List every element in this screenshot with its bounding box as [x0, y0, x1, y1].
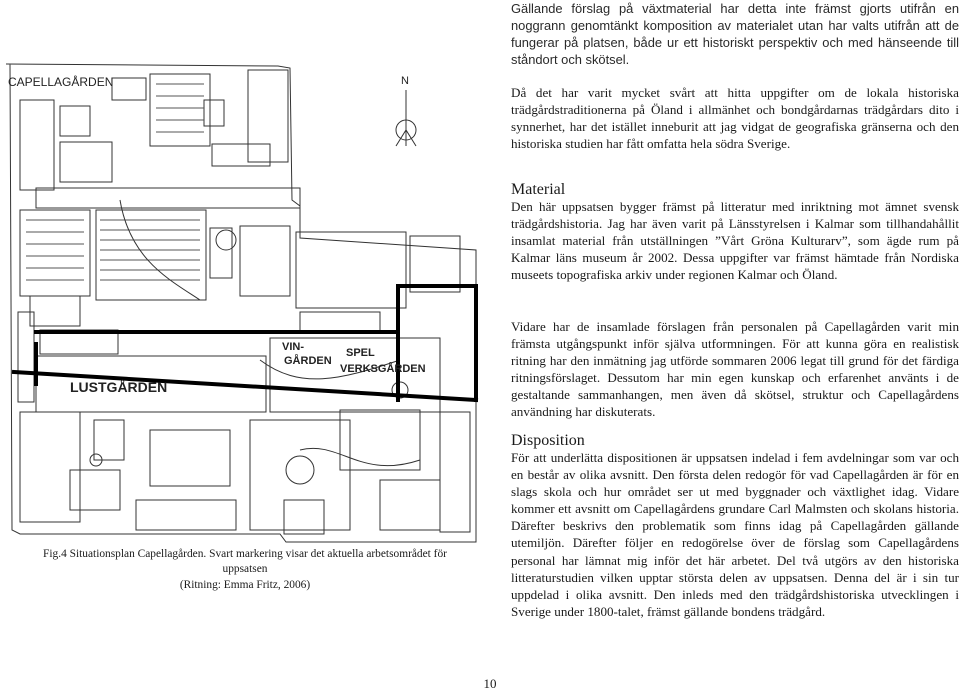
- disposition-heading: Disposition: [511, 432, 585, 449]
- spelverksgarden-label-2: VERKSGÅRDEN: [340, 363, 426, 375]
- intro-paragraph: Gällande förslag på växtmaterial har detta inte främst gjorts utifrån en noggrann genomtänkt komposition av materialet utan har valts utifrån att de fungerar på platsen, både ur ett historiskt perspektiv och med hänseende till ståndort och skötsel.: [511, 1, 959, 68]
- compass-north-label: N: [401, 75, 409, 87]
- vingarden-label-2: GÅRDEN: [284, 355, 332, 367]
- page-number: 10: [483, 676, 497, 691]
- material-paragraph: Den här uppsatsen bygger främst på litteratur med inriktning mot ämnet svensk trädgårdshistoria. Jag har även varit på Länsstyrelsen i Kalmar som tillhandahållit insamlat material från utställningen ”Vårt Gröna Kulturarv”, som ägde rum på Kalmar läns museum år 2002. Dessa uppgifter var främst hämtade från Nordiska museets topografiska arkiv under regionen Kalmar och Öland.: [511, 199, 959, 283]
- disposition-paragraph: För att underlätta dispositionen är uppsatsen indelad i fem avdelningar som var och en består av olika avsnitt. Den första delen redogör för vad Capellagården är för en slags skola och hur området ser ut med byggnader och växtlighet idag. Vidare kommer ett avsnitt om Capellagårdens grundare Carl Malmsten och skolans historia. Därefter beskrivs den problematik som finns idag på Capellagården gällande utemiljön. Därefter följer en redogörelse över de förslag som Capellagårdens personal har lämnat mig inför det här arbetet. Del två utgörs av den historiska litteraturstudien vilken upptar största delen av uppsatsen. Denna del är i sin tur uppdelad i olika avsnitt. Den inleds med den trädgårdshistoriska utvecklingen i Sverige under 1800-talet, främst gällande bondens trädgård.: [511, 450, 959, 619]
- lustgarden-label: LUSTGÅRDEN: [70, 379, 168, 395]
- vingarden-label-1: VIN-: [282, 341, 304, 353]
- paragraph-sources-difficulty: Då det har varit mycket svårt att hitta uppgifter om de lokala historiska trädgårdstraditionerna på Öland i allmänhet och bondgårdarnas trädgårdars dito i synnerhet, har det istället inneburit att jag vidgat de geografiska gränserna och den historiska studien har fått omfatta hela södra Sverige.: [511, 85, 959, 152]
- paragraph-proposals: Vidare har de insamlade förslagen från personalen på Capellagården varit min främsta utgångspunkt inför själva utformningen. För att kunna göra en realistisk ritning har den inmätning jag utförde sommaren 2006 legat till grund för det färdiga ritningsförslaget. Dessutom har min egen kunskap och erfarenhet använts i de gestaltande sammanhangen, men även då skötsel, struktur och Capellagårdens användning har diskuterats.: [511, 319, 959, 420]
- figure-caption-line-2: uppsatsen: [222, 563, 268, 575]
- spelverksgarden-label-1: SPEL: [346, 347, 375, 359]
- map-title-label: CAPELLAGÅRDEN: [8, 75, 114, 89]
- material-heading: Material: [511, 181, 566, 198]
- site-plan-drawing: [0, 60, 486, 545]
- figure-caption-line-1: Fig.4 Situationsplan Capellagården. Svart markering visar det aktuella arbetsområdet för: [43, 548, 447, 560]
- figure-caption-credit: (Ritning: Emma Fritz, 2006): [179, 579, 311, 591]
